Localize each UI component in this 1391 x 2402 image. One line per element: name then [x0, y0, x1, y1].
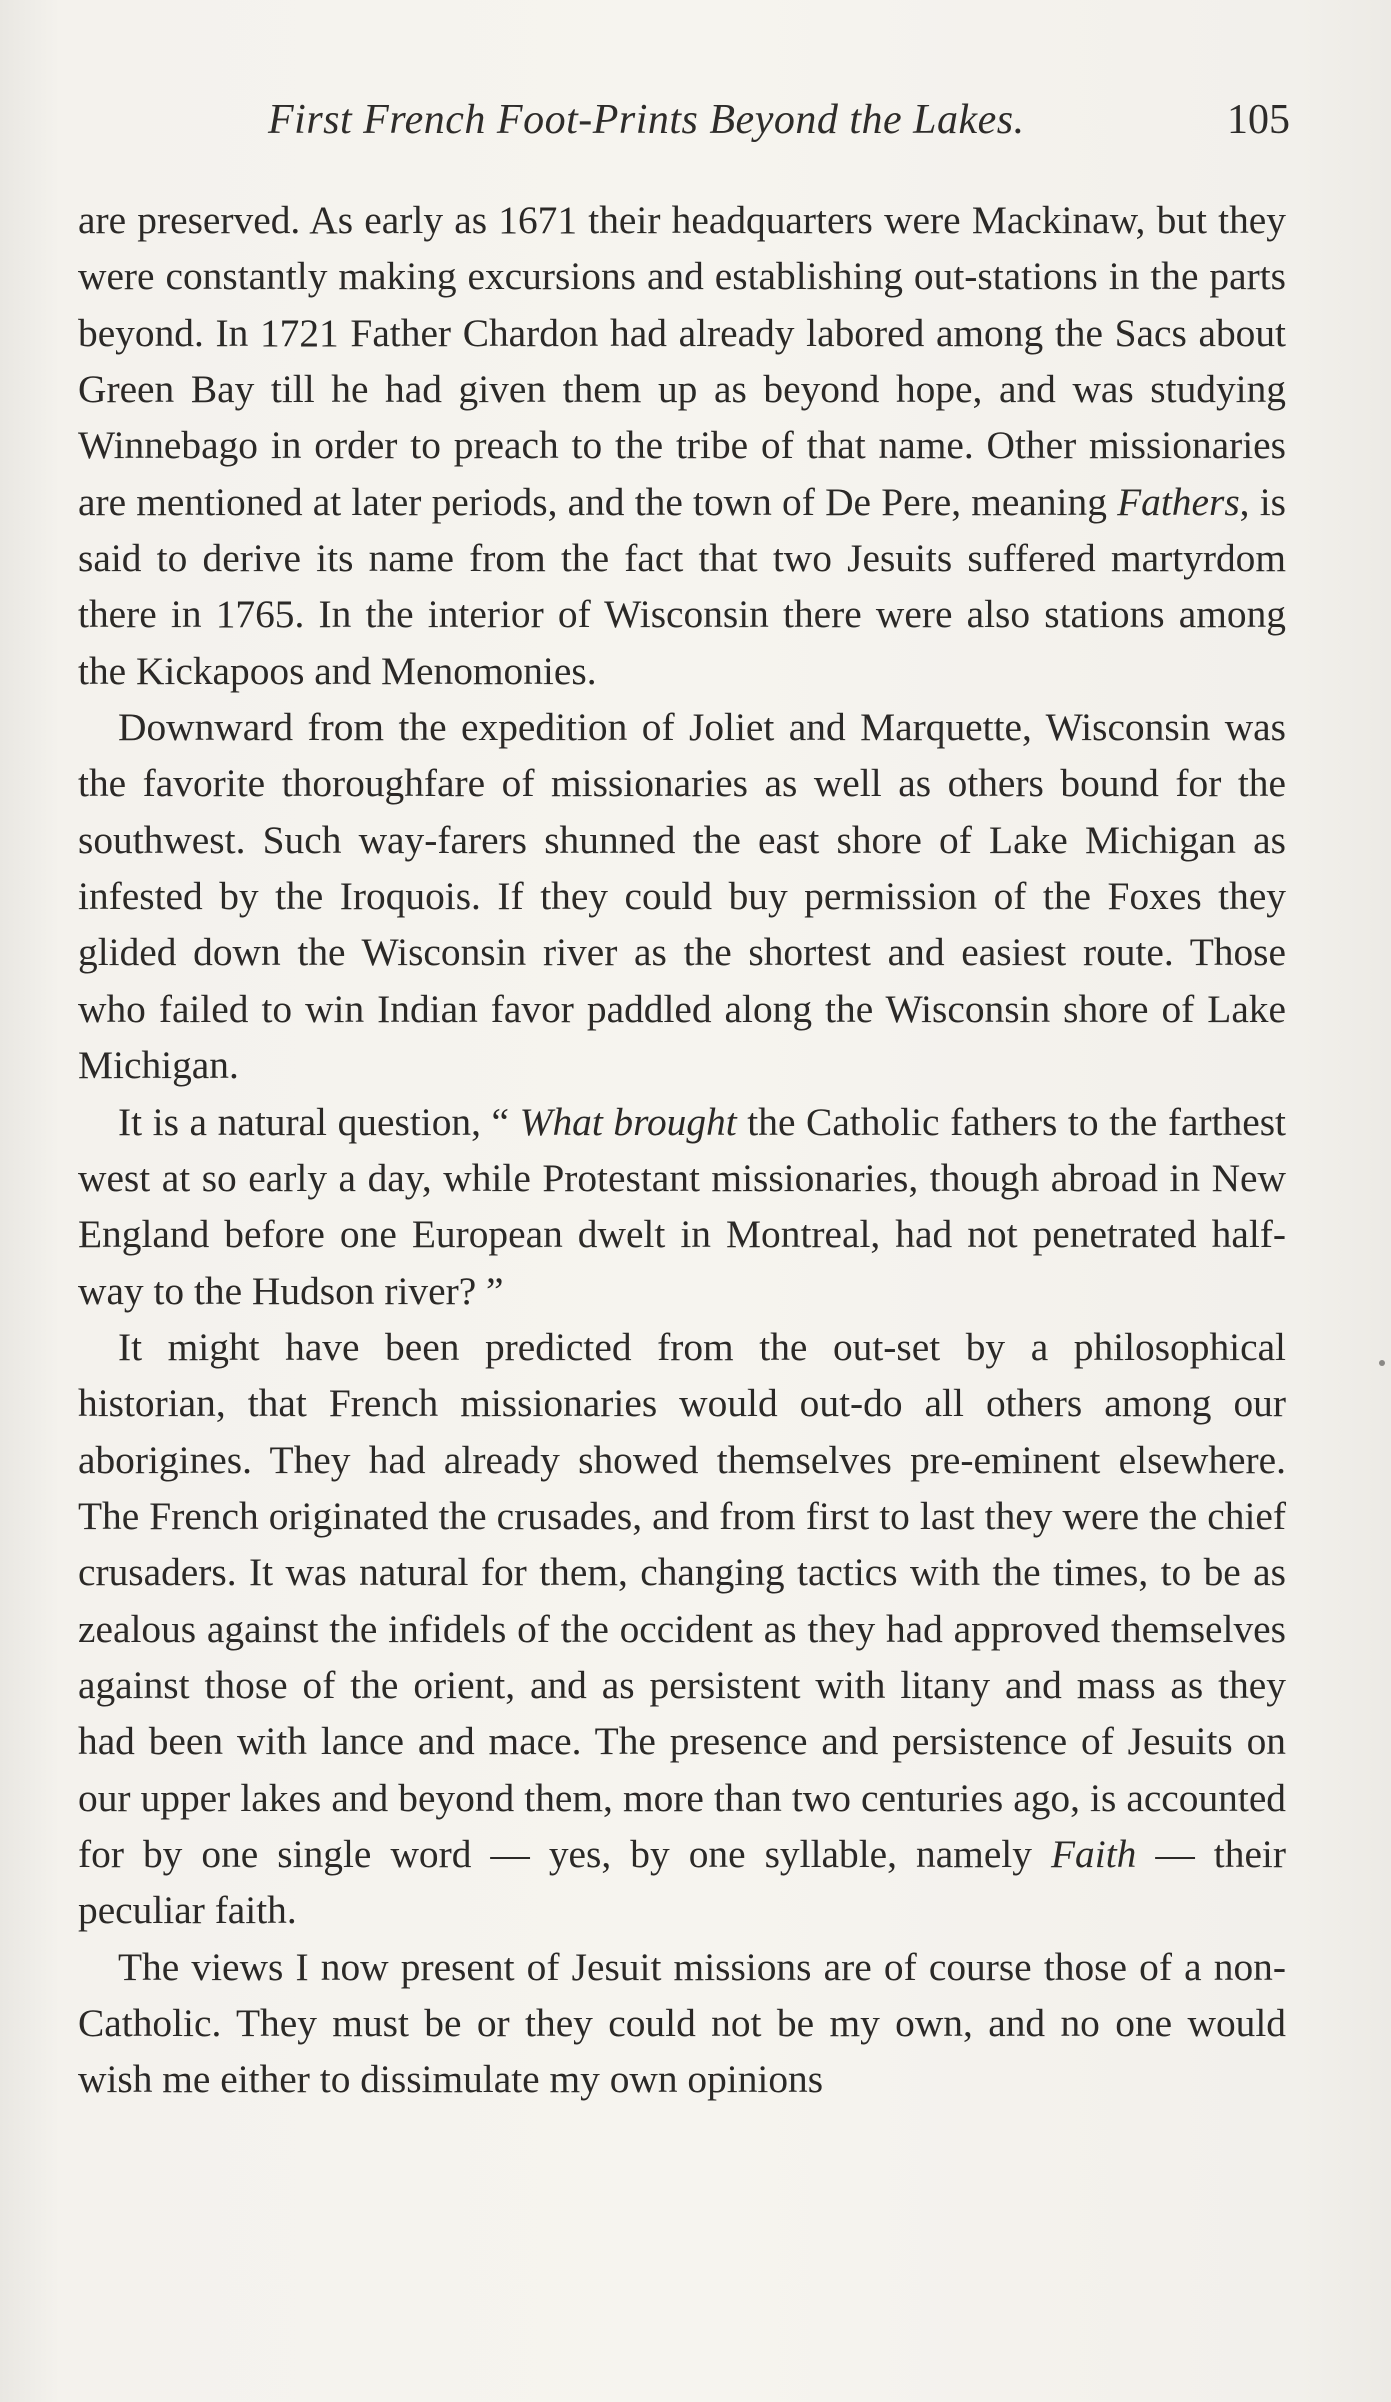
paragraph-2	[78, 699, 1286, 1093]
paragraph-1	[78, 192, 1286, 699]
paragraph-2-text: Downward from the expedition of Joliet and Marquette, Wisconsin was the favorite thoroughfare of missionaries as well as others bound for the southwest. Such way-farers shunned the east shore of Lake Michigan as infested by the Iroquois. If they could buy permission of the Foxes they glided down the Wisconsin river as the shortest and easiest route. Those who failed to win Indian favor paddled along the Wisconsin shore of Lake Michigan.	[78, 705, 1286, 1088]
paragraph-4	[78, 1319, 1286, 1939]
paragraph-5-text: The views I now present of Jesuit missions are of course those of a non-Catholic. They must be or they could not be my own, and no one would wish me either to dissimulate my own opinions	[78, 1944, 1286, 2102]
paragraph-4-text-b: — their peculiar faith.	[78, 1831, 1286, 1933]
running-head	[78, 96, 1290, 156]
paragraph-5	[78, 1939, 1286, 2108]
paragraph-4-italic: Faith	[1051, 1831, 1137, 1876]
running-title: First French Foot-Prints Beyond the Lakes.	[268, 97, 1025, 143]
paragraph-3-italic: What brought	[519, 1099, 737, 1144]
paragraph-3	[78, 1094, 1286, 1319]
paragraph-1-text-a: are preserved. As early as 1671 their headquarters were Mackinaw, but they were constantly making excursions and establishing out-stations in the parts beyond. In 1721 Father Chardon had already labored among the Sacs about Green Bay till he had given them up as beyond hope, and was studying Winnebago in order to preach to the tribe of that name. Other missionaries are mentioned at later periods, and the town of De Pere, meaning	[78, 198, 1286, 524]
paragraph-3-text-a: It is a natural question, “	[118, 1099, 520, 1144]
paragraph-4-text-a: It might have been predicted from the out-set by a philosophical historian, that French missionaries would out-do all others among our aborigines. They had already showed themselves pre-eminent elsewhere. The French originated the crusades, and from first to last they were the chief crusaders. It was natural for them, changing tactics with the times, to be as zealous against the infidels of the occident as they had approved themselves against those of the orient, and as persistent with litany and mass as they had been with lance and mace. The presence and persistence of Jesuits on our upper lakes and beyond them, more than two centuries ago, is accounted for by one single word — yes, by one syllable, namely	[78, 1324, 1286, 1876]
paragraph-3-text-b: the Catholic fathers to the farthest west at so early a day, while Protestant missionaries, though abroad in New England before one European dwelt in Montreal, had not penetrated half-way to the Hudson river? ”	[78, 1099, 1286, 1313]
paragraph-1-text-b: , is said to derive its name from the fact that two Jesuits suffered martyrdom there in 1765. In the interior of Wisconsin there were also stations among the Kickapoos and Menomonies.	[78, 479, 1286, 693]
page-number: 105	[1227, 97, 1290, 143]
paragraph-1-italic: Fathers	[1117, 479, 1240, 524]
body-text	[78, 192, 1286, 2108]
margin-speck	[1379, 1360, 1385, 1366]
